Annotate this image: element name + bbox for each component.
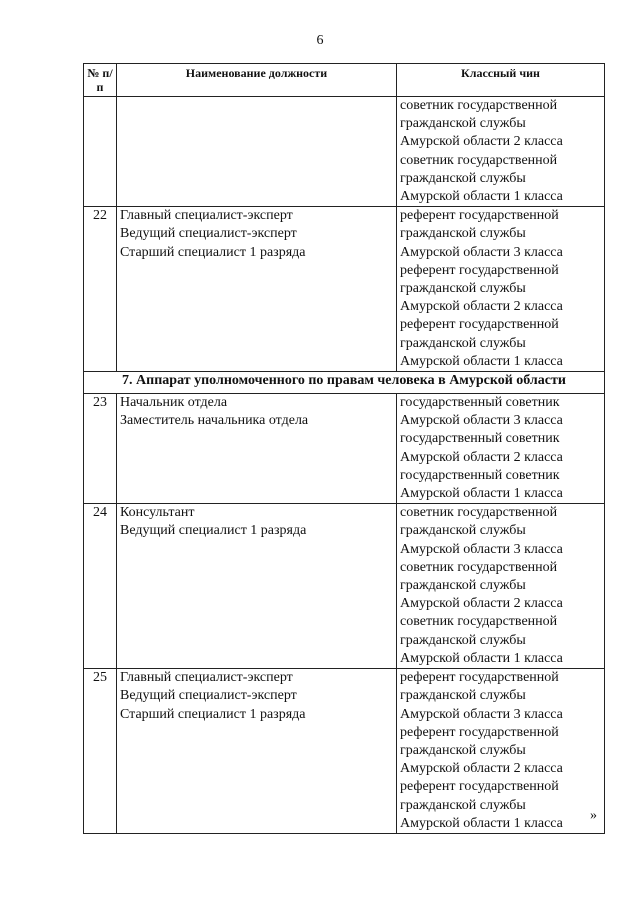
- rank-line: советник государственной: [400, 98, 558, 113]
- position-cell: [117, 669, 397, 834]
- rows-before: [84, 97, 605, 372]
- rank-line: Амурской области 1 класса: [400, 353, 563, 369]
- position-title: Консультант: [120, 505, 195, 521]
- rank-line: государственный советник: [400, 395, 560, 411]
- header-rank: Классный чин: [397, 64, 605, 97]
- rank-line: гражданской службы: [400, 116, 526, 132]
- position-title: Старший специалист 1 разряда: [120, 706, 306, 722]
- rank-line: референт государственной: [400, 670, 559, 686]
- position-title: Заместитель начальника отдела: [120, 413, 309, 429]
- rank-line: гражданской службы: [400, 797, 526, 813]
- section-row: [84, 372, 605, 394]
- rank-line: государственный советник: [400, 467, 560, 483]
- rank-line: Амурской области 1 класса: [400, 189, 563, 205]
- rows-after: [84, 394, 605, 834]
- section-title: 7. Аппарат уполномоченного по правам человека в Амурской области: [84, 372, 605, 394]
- rank-line: Амурской области 3 класса: [400, 413, 563, 429]
- rank-line: Амурской области 2 класса: [400, 596, 563, 612]
- table-row: [84, 504, 605, 669]
- rank-line: Амурской области 3 класса: [400, 706, 563, 722]
- rank-line: Амурской области 1 класса: [400, 486, 563, 502]
- page-number: 6: [316, 33, 324, 48]
- rank-line: Амурской области 3 класса: [400, 244, 563, 260]
- position-cell: [117, 504, 397, 669]
- rank-line: Амурской области 1 класса: [400, 650, 563, 666]
- position-title: Ведущий специалист-эксперт: [120, 688, 297, 704]
- rank-cell: [397, 394, 605, 504]
- position-title: Главный специалист-эксперт: [120, 208, 293, 224]
- rank-line: гражданской службы: [400, 632, 526, 648]
- row-number: 22: [84, 207, 117, 372]
- header-number: № п/п: [84, 64, 117, 97]
- position-cell: [117, 97, 397, 207]
- rank-line: гражданской службы: [400, 170, 526, 186]
- rank-line: Амурской области 1 класса: [400, 815, 563, 831]
- row-number: [84, 97, 117, 207]
- position-title: Ведущий специалист-эксперт: [120, 226, 297, 242]
- row-number: 24: [84, 504, 117, 669]
- closing-quote-mark: »: [590, 808, 597, 823]
- row-number: 25: [84, 669, 117, 834]
- rank-line: Амурской области 2 класса: [400, 449, 563, 465]
- rank-line: референт государственной: [400, 262, 559, 278]
- positions-table: [83, 63, 605, 834]
- row-number: 23: [84, 394, 117, 504]
- header-position: Наименование должности: [117, 64, 397, 97]
- rank-line: гражданской службы: [400, 742, 526, 758]
- rank-line: референт государственной: [400, 317, 559, 333]
- rank-line: советник государственной: [400, 505, 558, 521]
- rank-line: Амурской области 2 класса: [400, 761, 563, 777]
- table-row: [84, 669, 605, 834]
- position-title: Начальник отдела: [120, 395, 228, 411]
- rank-line: референт государственной: [400, 779, 559, 795]
- rank-line: Амурской области 3 класса: [400, 541, 563, 557]
- table-header-row: [84, 64, 605, 97]
- position-title: Главный специалист-эксперт: [120, 670, 293, 686]
- rank-line: референт государственной: [400, 724, 559, 740]
- rank-line: советник государственной: [400, 152, 558, 168]
- position-title: Ведущий специалист 1 разряда: [120, 523, 307, 539]
- rank-line: гражданской службы: [400, 226, 526, 242]
- position-cell: [117, 207, 397, 372]
- rank-cell: [397, 669, 605, 834]
- position-cell: [117, 394, 397, 504]
- rank-line: Амурской области 2 класса: [400, 134, 563, 150]
- rank-line: советник государственной: [400, 559, 558, 575]
- table-row: [84, 97, 605, 207]
- rank-cell: [397, 97, 605, 207]
- table-row: [84, 207, 605, 372]
- rank-cell: [397, 207, 605, 372]
- rank-line: гражданской службы: [400, 335, 526, 351]
- rank-line: советник государственной: [400, 614, 558, 630]
- rank-line: референт государственной: [400, 208, 559, 224]
- table-row: [84, 394, 605, 504]
- rank-line: гражданской службы: [400, 281, 526, 297]
- rank-cell: [397, 504, 605, 669]
- rank-line: государственный советник: [400, 431, 560, 447]
- rank-line: гражданской службы: [400, 688, 526, 704]
- rank-line: гражданской службы: [400, 523, 526, 539]
- rank-line: гражданской службы: [400, 578, 526, 594]
- position-title: Старший специалист 1 разряда: [120, 244, 306, 260]
- rank-line: Амурской области 2 класса: [400, 299, 563, 315]
